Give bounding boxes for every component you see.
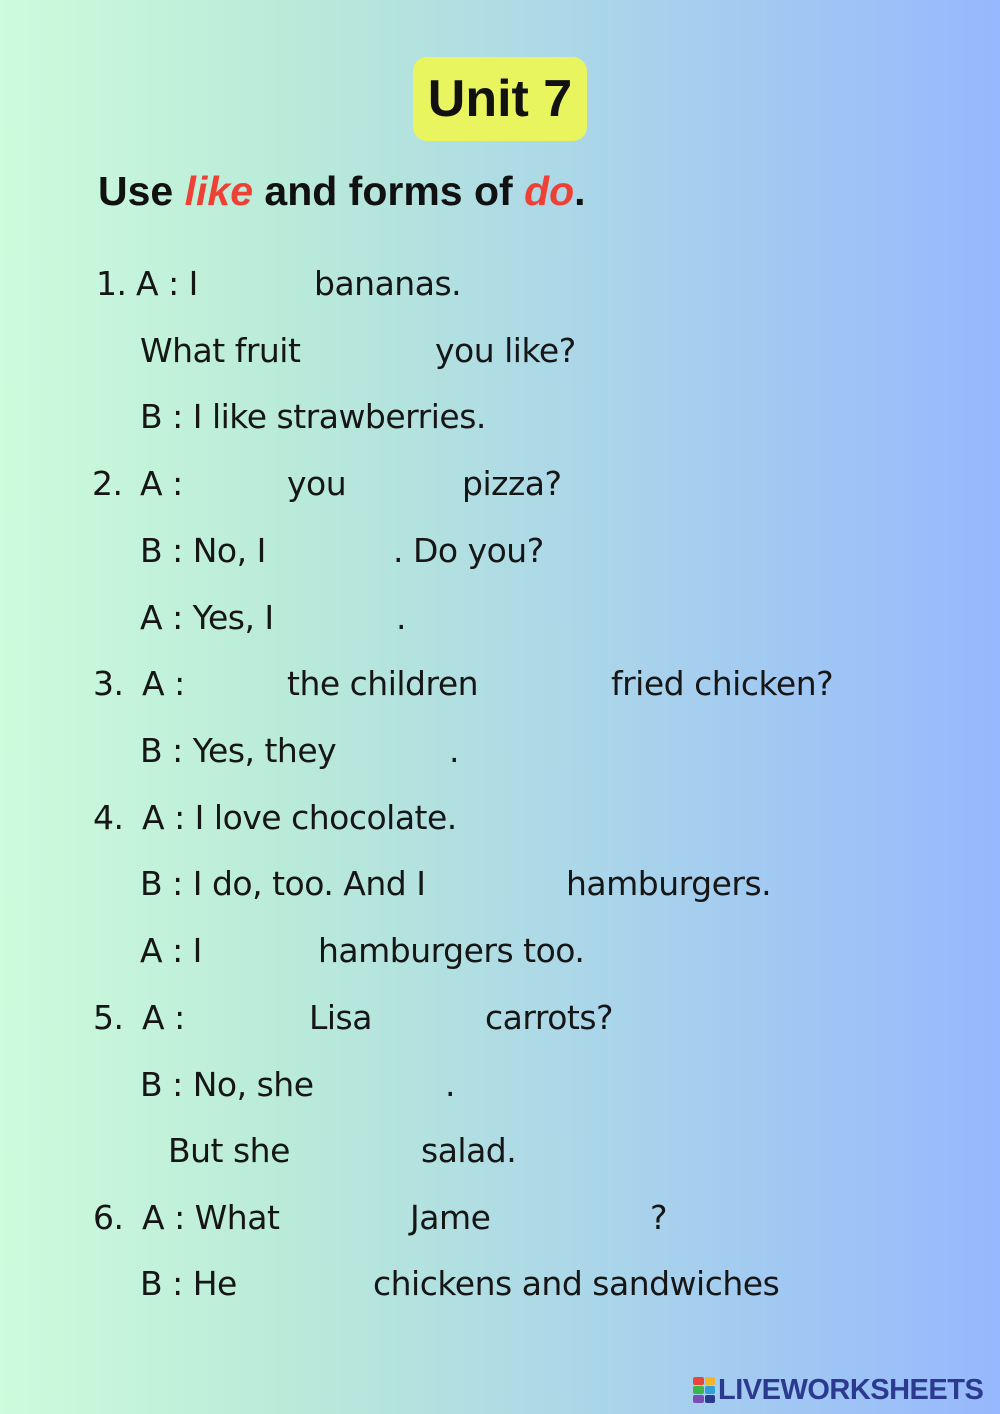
q5-line1-a: A : — [142, 998, 185, 1037]
q4-line1: A : I love chocolate. — [142, 798, 457, 837]
q1-line1-b: bananas. — [314, 264, 462, 303]
q3-line2-b: . — [449, 731, 459, 770]
q2-line3-b: . — [396, 598, 406, 637]
q6-line2-a: B : He — [140, 1264, 237, 1303]
q3-line1-a: A : — [142, 664, 185, 703]
instruction-text-1: Use — [98, 168, 185, 214]
q5-line3-a: But she — [168, 1131, 290, 1170]
q2-line1-c: pizza? — [462, 464, 562, 503]
q3-number: 3. — [93, 664, 124, 703]
q5-line1-c: carrots? — [485, 998, 614, 1037]
q2-line3-a: A : Yes, I — [140, 598, 274, 637]
q1-line1-a: A : I — [136, 264, 198, 303]
q5-line1-b: Lisa — [309, 998, 372, 1037]
liveworksheets-logo-icon — [693, 1377, 715, 1403]
q4-number: 4. — [93, 798, 124, 837]
q3-line1-c: fried chicken? — [611, 664, 834, 703]
liveworksheets-brand: LIVEWORKSHEETS — [718, 1373, 984, 1406]
q5-number: 5. — [93, 998, 124, 1037]
liveworksheets-logo — [693, 1374, 983, 1406]
q3-line2-a: B : Yes, they — [140, 731, 337, 770]
q4-line2-a: B : I do, too. And I — [140, 864, 426, 903]
instruction-text-2: and forms of — [253, 168, 525, 214]
q1-line2-b: you like? — [435, 331, 576, 370]
q1-line3: B : I like strawberries. — [140, 397, 486, 436]
q6-line1-a: A : What — [142, 1198, 280, 1237]
instruction — [98, 168, 586, 215]
q6-line2-b: chickens and sandwiches — [373, 1264, 780, 1303]
page-title: Unit 7 — [427, 70, 573, 128]
q4-line2-b: hamburgers. — [566, 864, 772, 903]
q1-line2-a: What fruit — [140, 331, 301, 370]
q5-line2-b: . — [445, 1065, 455, 1104]
q2-number: 2. — [92, 464, 123, 503]
q6-line1-b: Jame — [410, 1198, 491, 1237]
q2-line2-a: B : No, I — [140, 531, 266, 570]
q5-line2-a: B : No, she — [140, 1065, 314, 1104]
instruction-keyword-like: like — [184, 168, 253, 214]
q6-number: 6. — [93, 1198, 124, 1237]
q3-line1-b: the children — [287, 664, 479, 703]
q2-line2-b: . Do you? — [393, 531, 544, 570]
q2-line1-a: A : — [140, 464, 183, 503]
q2-line1-b: you — [287, 464, 347, 503]
instruction-keyword-do: do — [524, 168, 575, 214]
unit-title-badge — [413, 57, 587, 141]
q1-number: 1. — [96, 264, 127, 303]
instruction-text-3: . — [574, 168, 586, 214]
q4-line3-b: hamburgers too. — [318, 931, 585, 970]
q4-line3-a: A : I — [140, 931, 202, 970]
q5-line3-b: salad. — [421, 1131, 517, 1170]
q6-line1-c: ? — [650, 1198, 668, 1237]
